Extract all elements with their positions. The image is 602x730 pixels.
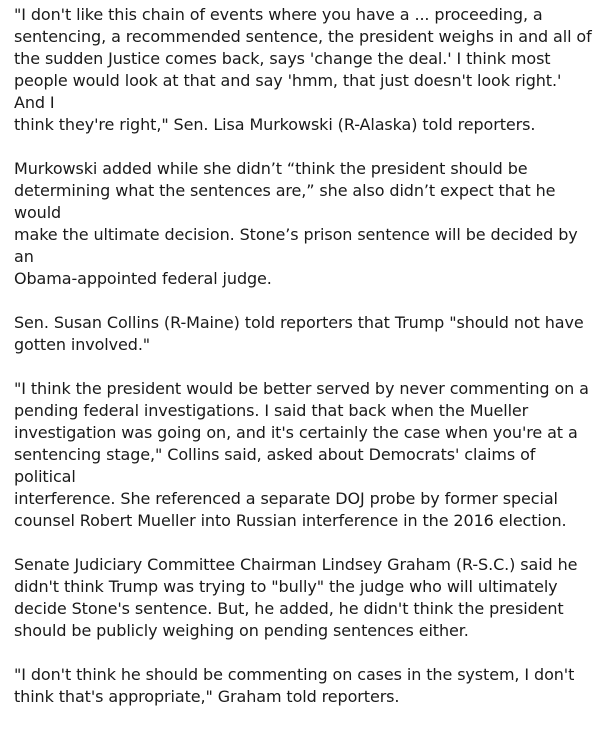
paragraph-graham-quote: "I don't think he should be commenting on cases in the system, I don't think that's appropriate," Graham told reporters. [14,665,575,706]
article-body [14,4,594,730]
paragraph-collins-statement: Sen. Susan Collins (R-Maine) told reporters that Trump "should not have gotten involved." [14,313,584,354]
paragraph-graham-statement: Senate Judiciary Committee Chairman Lindsey Graham (R-S.C.) said he didn't think Trump was trying to "bully" the judge who will ultimately decide Stone's sentence. But, he added, he didn't think the president should be publicly weighing on pending sentences either. [14,555,578,640]
paragraph-murkowski-quote: "I don't like this chain of events where you have a ... proceeding, a sentencing, a recommended sentence, the president weighs in and all of the sudden Justice comes back, says 'change the deal.' I think most people would look at that and say 'hmm, that just doesn't look right.' And I think they're right," Sen. Lisa Murkowski (R-Alaska) told reporters. [14,5,592,134]
paragraph-murkowski-added: Murkowski added while she didn’t “think the president should be determining what the sentences are,” she also didn’t expect that he would make the ultimate decision. Stone’s prison sentence will be decided by an Obama-appointed federal judge. [14,159,578,288]
paragraph-collins-quote: "I think the president would be better served by never commenting on a pending federal investigations. I said that back when the Mueller investigation was going on, and it's certainly the case when you're at a sentencing stage," Collins said, asked about Democrats' claims of political interference. She referenced a separate DOJ probe by former special counsel Robert Mueller into Russian interference in the 2016 election. [14,379,589,530]
